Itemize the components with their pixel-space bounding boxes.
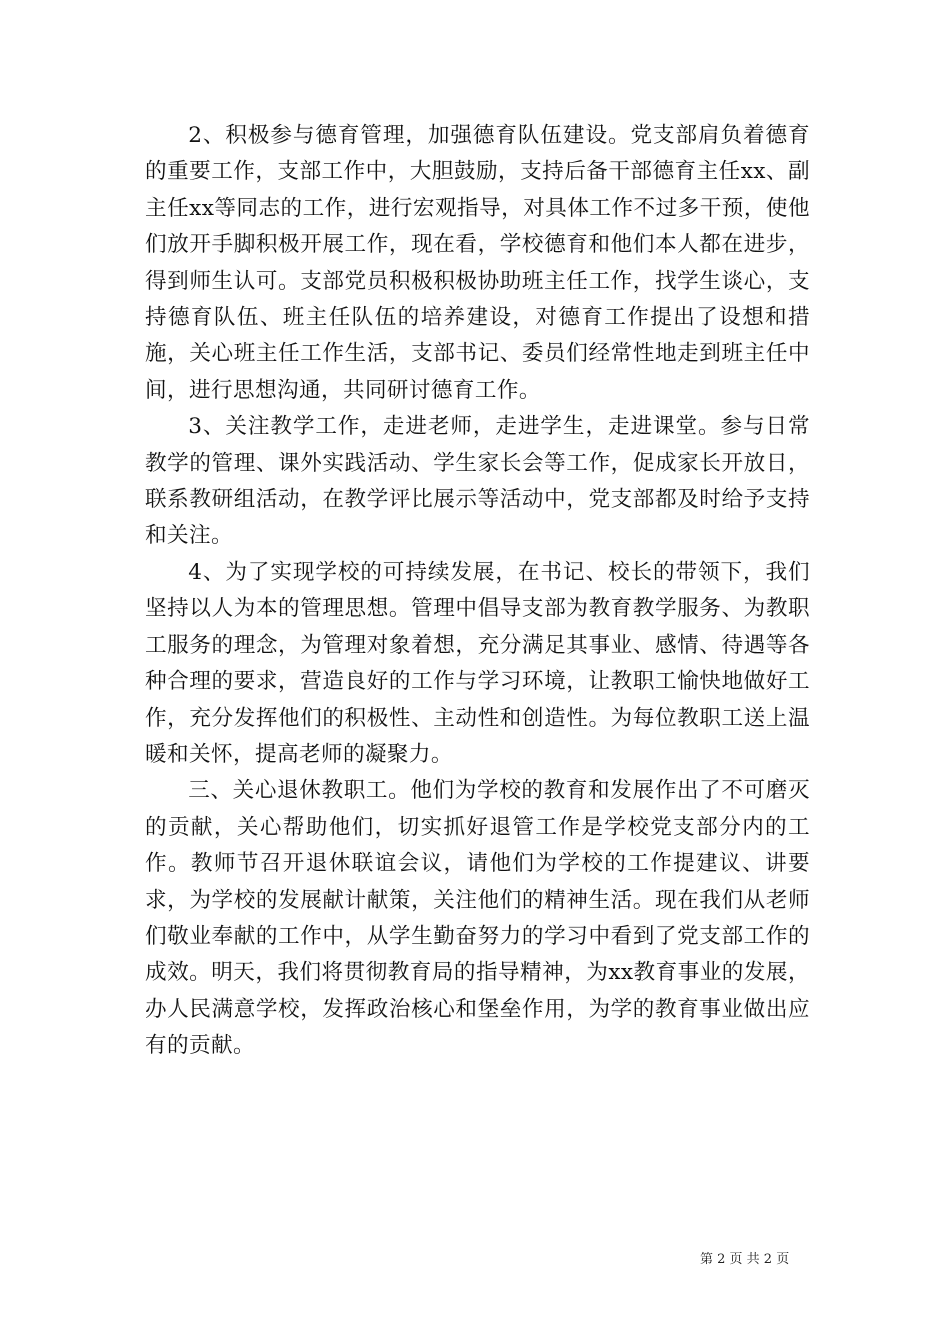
page-number-footer: 第 2 页 共 2 页: [700, 1252, 790, 1267]
document-body: [145, 118, 810, 1065]
paragraph-section-3: 三、关心退休教职工。他们为学校的教育和发展作出了不可磨灭的贡献，关心帮助他们，切实抓好退管工作是学校党支部分内的工作。教师节召开退休联谊会议，请他们为学校的工作提建议、讲要求，为学校的发展献计献策，关注他们的精神生活。现在我们从老师们敬业奉献的工作中，从学生勤奋努力的学习中看到了党支部工作的成效。明天，我们将贯彻教育局的指导精神，为xx教育事业的发展，办人民满意学校，发挥政治核心和堡垒作用，为学的教育事业做出应有的贡献。: [145, 778, 810, 1059]
paragraph-item-4: 4、为了实现学校的可持续发展，在书记、校长的带领下，我们坚持以人为本的管理思想。管理中倡导支部为教育教学服务、为教职工服务的理念，为管理对象着想，充分满足其事业、感情、待遇等各种合理的要求，营造良好的工作与学习环境，让教职工愉快地做好工作，充分发挥他们的积极性、主动性和创造性。为每位教职工送上温暖和关怀，提高老师的凝聚力。: [145, 559, 810, 767]
paragraph-item-2: 2、积极参与德育管理，加强德育队伍建设。党支部肩负着德育的重要工作，支部工作中，大胆鼓励，支持后备干部德育主任xx、副主任xx等同志的工作，进行宏观指导，对具体工作不过多干预，使他们放开手脚积极开展工作，现在看，学校德育和他们本人都在进步，得到师生认可。支部党员积极积极协助班主任工作，找学生谈心，支持德育队伍、班主任队伍的培养建设，对德育工作提出了设想和措施，关心班主任工作生活，支部书记、委员们经常性地走到班主任中间，进行思想沟通，共同研讨德育工作。: [145, 123, 810, 403]
paragraph-item-3: 3、关注教学工作，走进老师，走进学生，走进课堂。参与日常教学的管理、课外实践活动、学生家长会等工作，促成家长开放日，联系教研组活动，在教学评比展示等活动中，党支部都及时给予支持和关注。: [145, 414, 810, 549]
